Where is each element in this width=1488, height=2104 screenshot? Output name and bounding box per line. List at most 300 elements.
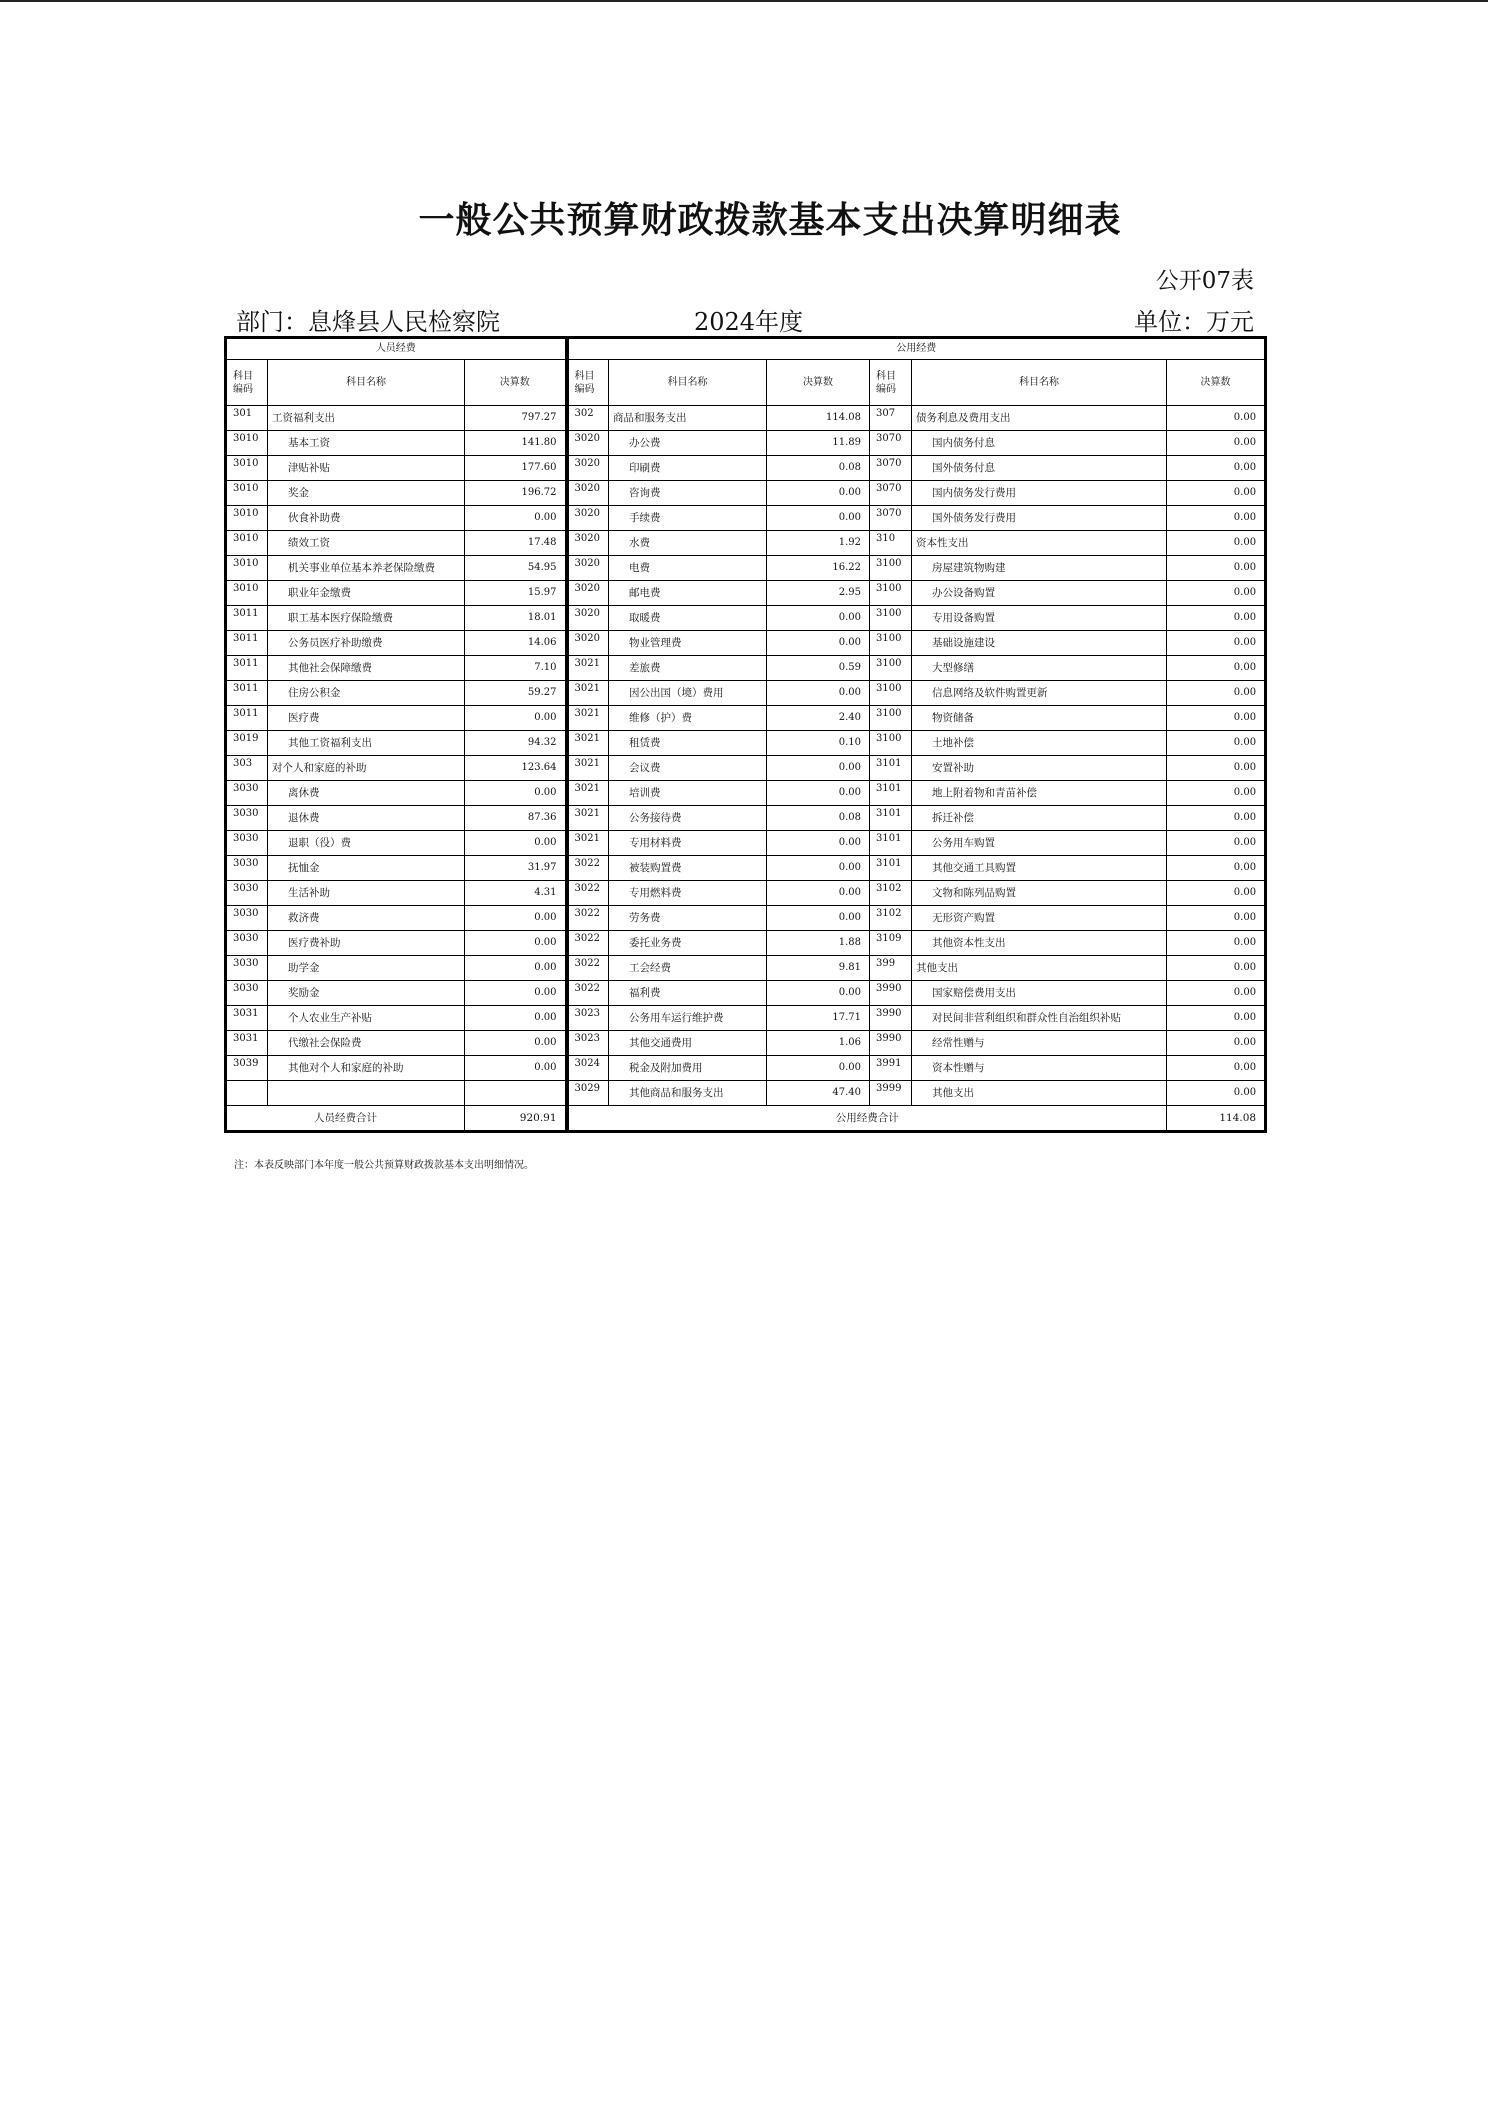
goods-subject-name: 培训费 [609, 781, 767, 806]
personnel-subject-code: 3030 [226, 956, 268, 981]
capital-subject-name: 国内债务付息 [912, 431, 1167, 456]
capital-subject-code: 399 [870, 956, 912, 981]
personnel-subject-name: 医疗费补助 [268, 931, 465, 956]
goods-amount: 0.00 [767, 831, 870, 856]
goods-subject-name: 物业管理费 [609, 631, 767, 656]
personnel-subject-code: 3010 [226, 456, 268, 481]
personnel-subject-name: 绩效工资 [268, 531, 465, 556]
personnel-amount: 0.00 [465, 706, 567, 731]
goods-subject-code: 3020 [567, 431, 609, 456]
capital-subject-code: 3101 [870, 756, 912, 781]
personnel-amount: 4.31 [465, 881, 567, 906]
goods-amount: 0.00 [767, 781, 870, 806]
capital-amount: 0.00 [1167, 606, 1266, 631]
goods-amount: 1.88 [767, 931, 870, 956]
goods-subject-code: 3022 [567, 981, 609, 1006]
capital-amount: 0.00 [1167, 856, 1266, 881]
table-row [226, 531, 1266, 556]
capital-subject-code: 310 [870, 531, 912, 556]
capital-subject-name: 专用设备购置 [912, 606, 1167, 631]
code-header: 科目 编码 [870, 360, 912, 406]
capital-amount: 0.00 [1167, 706, 1266, 731]
name-header: 科目名称 [268, 360, 465, 406]
table-row [226, 656, 1266, 681]
capital-subject-code: 307 [870, 406, 912, 431]
personnel-subject-code: 3010 [226, 531, 268, 556]
table-row [226, 606, 1266, 631]
capital-subject-code: 3070 [870, 456, 912, 481]
capital-subject-code: 3101 [870, 806, 912, 831]
table-row [226, 981, 1266, 1006]
capital-subject-name: 办公设备购置 [912, 581, 1167, 606]
capital-subject-name: 土地补偿 [912, 731, 1167, 756]
capital-subject-name: 对民间非营利组织和群众性自治组织补贴 [912, 1006, 1167, 1031]
capital-subject-name: 资本性支出 [912, 531, 1167, 556]
personnel-subject-name: 生活补助 [268, 881, 465, 906]
personnel-amount: 17.48 [465, 531, 567, 556]
personnel-subject-name: 代缴社会保险费 [268, 1031, 465, 1056]
name-header: 科目名称 [609, 360, 767, 406]
amount-header: 决算数 [767, 360, 870, 406]
goods-subject-code: 302 [567, 406, 609, 431]
goods-amount: 9.81 [767, 956, 870, 981]
capital-subject-code: 3990 [870, 1006, 912, 1031]
goods-amount: 0.00 [767, 631, 870, 656]
goods-subject-code: 3021 [567, 831, 609, 856]
table-row [226, 431, 1266, 456]
goods-subject-name: 其他商品和服务支出 [609, 1081, 767, 1106]
goods-amount: 0.00 [767, 606, 870, 631]
personnel-subject-code: 3011 [226, 681, 268, 706]
capital-amount: 0.00 [1167, 456, 1266, 481]
capital-amount: 0.00 [1167, 831, 1266, 856]
goods-amount: 0.00 [767, 881, 870, 906]
personnel-subject-name: 机关事业单位基本养老保险缴费 [268, 556, 465, 581]
table-row [226, 1031, 1266, 1056]
capital-subject-code: 3101 [870, 781, 912, 806]
capital-amount: 0.00 [1167, 431, 1266, 456]
capital-amount: 0.00 [1167, 981, 1266, 1006]
capital-amount: 0.00 [1167, 481, 1266, 506]
goods-subject-name: 办公费 [609, 431, 767, 456]
code-header: 科目 编码 [226, 360, 268, 406]
personnel-subject-name: 退休费 [268, 806, 465, 831]
goods-subject-name: 会议费 [609, 756, 767, 781]
capital-subject-name: 经常性赠与 [912, 1031, 1167, 1056]
capital-amount: 0.00 [1167, 881, 1266, 906]
capital-subject-code: 3102 [870, 881, 912, 906]
goods-amount: 17.71 [767, 1006, 870, 1031]
goods-subject-code: 3021 [567, 781, 609, 806]
goods-subject-code: 3020 [567, 606, 609, 631]
capital-subject-code: 3102 [870, 906, 912, 931]
personnel-subject-code: 3011 [226, 606, 268, 631]
goods-subject-name: 其他交通费用 [609, 1031, 767, 1056]
goods-amount: 0.10 [767, 731, 870, 756]
personnel-subject-code: 301 [226, 406, 268, 431]
personnel-amount: 0.00 [465, 981, 567, 1006]
goods-subject-name: 邮电费 [609, 581, 767, 606]
capital-amount: 0.00 [1167, 656, 1266, 681]
table-row [226, 831, 1266, 856]
capital-subject-name: 国外债务发行费用 [912, 506, 1167, 531]
capital-subject-name: 房屋建筑物购建 [912, 556, 1167, 581]
department-label: 部门：息烽县人民检察院 [236, 308, 500, 336]
goods-subject-name: 专用燃料费 [609, 881, 767, 906]
table-row [226, 931, 1266, 956]
table-row [226, 756, 1266, 781]
table-row [226, 956, 1266, 981]
public-total-label: 公用经费合计 [567, 1106, 1167, 1132]
capital-amount: 0.00 [1167, 731, 1266, 756]
personnel-amount: 0.00 [465, 781, 567, 806]
personnel-amount: 0.00 [465, 1056, 567, 1081]
personnel-subject-code: 303 [226, 756, 268, 781]
personnel-amount: 7.10 [465, 656, 567, 681]
capital-subject-code: 3101 [870, 856, 912, 881]
personnel-amount: 54.95 [465, 556, 567, 581]
public-group-header: 公用经费 [567, 338, 1266, 360]
personnel-subject-name: 住房公积金 [268, 681, 465, 706]
personnel-amount: 196.72 [465, 481, 567, 506]
personnel-amount: 0.00 [465, 1006, 567, 1031]
footnote: 注：本表反映部门本年度一般公共预算财政拨款基本支出明细情况。 [234, 1160, 534, 1171]
personnel-subject-name: 奖励金 [268, 981, 465, 1006]
capital-subject-code: 3990 [870, 981, 912, 1006]
goods-subject-code: 3022 [567, 881, 609, 906]
table-row [226, 806, 1266, 831]
capital-amount: 0.00 [1167, 956, 1266, 981]
goods-subject-name: 印刷费 [609, 456, 767, 481]
goods-subject-code: 3021 [567, 706, 609, 731]
goods-subject-name: 因公出国（境）费用 [609, 681, 767, 706]
capital-subject-name: 大型修缮 [912, 656, 1167, 681]
table-row [226, 1056, 1266, 1081]
personnel-subject-name: 工资福利支出 [268, 406, 465, 431]
goods-subject-code: 3020 [567, 481, 609, 506]
goods-subject-code: 3023 [567, 1031, 609, 1056]
goods-subject-code: 3024 [567, 1056, 609, 1081]
capital-subject-name: 资本性赠与 [912, 1056, 1167, 1081]
group-header-row [226, 338, 1266, 360]
personnel-subject-code: 3030 [226, 981, 268, 1006]
goods-subject-name: 劳务费 [609, 906, 767, 931]
goods-subject-code: 3020 [567, 581, 609, 606]
table-row [226, 556, 1266, 581]
goods-subject-name: 公务接待费 [609, 806, 767, 831]
personnel-subject-code: 3019 [226, 731, 268, 756]
personnel-subject-code: 3011 [226, 631, 268, 656]
personnel-subject-name [268, 1081, 465, 1106]
personnel-subject-code: 3011 [226, 706, 268, 731]
name-header: 科目名称 [912, 360, 1167, 406]
personnel-subject-name: 其他社会保障缴费 [268, 656, 465, 681]
personnel-subject-code: 3030 [226, 831, 268, 856]
personnel-amount: 0.00 [465, 831, 567, 856]
personnel-subject-name: 医疗费 [268, 706, 465, 731]
capital-subject-name: 拆迁补偿 [912, 806, 1167, 831]
capital-subject-code: 3070 [870, 481, 912, 506]
personnel-subject-name: 其他对个人和家庭的补助 [268, 1056, 465, 1081]
page-top-border [0, 0, 1488, 2]
goods-subject-code: 3023 [567, 1006, 609, 1031]
personnel-subject-name: 抚恤金 [268, 856, 465, 881]
capital-subject-name: 无形资产购置 [912, 906, 1167, 931]
personnel-amount [465, 1081, 567, 1106]
capital-subject-code: 3991 [870, 1056, 912, 1081]
table-row [226, 856, 1266, 881]
personnel-amount: 59.27 [465, 681, 567, 706]
goods-amount: 0.00 [767, 681, 870, 706]
personnel-subject-code: 3030 [226, 906, 268, 931]
goods-amount: 0.08 [767, 806, 870, 831]
capital-subject-name: 文物和陈列品购置 [912, 881, 1167, 906]
personnel-subject-name: 基本工资 [268, 431, 465, 456]
goods-subject-name: 委托业务费 [609, 931, 767, 956]
goods-amount: 16.22 [767, 556, 870, 581]
personnel-amount: 87.36 [465, 806, 567, 831]
unit-label: 单位：万元 [1134, 308, 1254, 336]
public-total-value: 114.08 [1167, 1106, 1266, 1132]
personnel-amount: 123.64 [465, 756, 567, 781]
personnel-subject-code: 3039 [226, 1056, 268, 1081]
capital-subject-name: 其他资本性支出 [912, 931, 1167, 956]
capital-subject-code: 3070 [870, 506, 912, 531]
goods-subject-name: 税金及附加费用 [609, 1056, 767, 1081]
personnel-amount: 0.00 [465, 906, 567, 931]
personnel-subject-code: 3011 [226, 656, 268, 681]
capital-subject-name: 地上附着物和青苗补偿 [912, 781, 1167, 806]
amount-header: 决算数 [1167, 360, 1266, 406]
goods-subject-code: 3020 [567, 531, 609, 556]
personnel-amount: 797.27 [465, 406, 567, 431]
capital-amount: 0.00 [1167, 531, 1266, 556]
capital-subject-name: 国内债务发行费用 [912, 481, 1167, 506]
goods-subject-name: 手续费 [609, 506, 767, 531]
table-row [226, 631, 1266, 656]
personnel-subject-name: 助学金 [268, 956, 465, 981]
capital-amount: 0.00 [1167, 506, 1266, 531]
goods-amount: 0.00 [767, 906, 870, 931]
personnel-amount: 15.97 [465, 581, 567, 606]
goods-subject-name: 公务用车运行维护费 [609, 1006, 767, 1031]
personnel-subject-name: 津贴补贴 [268, 456, 465, 481]
capital-subject-code: 3100 [870, 656, 912, 681]
table-row [226, 456, 1266, 481]
capital-subject-code: 3999 [870, 1081, 912, 1106]
code-header: 科目 编码 [567, 360, 609, 406]
capital-amount: 0.00 [1167, 906, 1266, 931]
capital-subject-name: 信息网络及软件购置更新 [912, 681, 1167, 706]
capital-subject-name: 安置补助 [912, 756, 1167, 781]
capital-subject-name: 国家赔偿费用支出 [912, 981, 1167, 1006]
goods-subject-code: 3021 [567, 806, 609, 831]
column-header-row [226, 360, 1266, 406]
goods-amount: 0.00 [767, 481, 870, 506]
goods-subject-code: 3022 [567, 906, 609, 931]
table-row [226, 406, 1266, 431]
capital-amount: 0.00 [1167, 806, 1266, 831]
capital-subject-code: 3100 [870, 731, 912, 756]
table-row [226, 731, 1266, 756]
capital-subject-code: 3990 [870, 1031, 912, 1056]
goods-subject-code: 3020 [567, 631, 609, 656]
goods-subject-name: 租赁费 [609, 731, 767, 756]
goods-amount: 114.08 [767, 406, 870, 431]
personnel-subject-name: 公务员医疗补助缴费 [268, 631, 465, 656]
personnel-subject-code: 3031 [226, 1006, 268, 1031]
capital-subject-name: 其他支出 [912, 1081, 1167, 1106]
capital-amount: 0.00 [1167, 1081, 1266, 1106]
table-row [226, 581, 1266, 606]
goods-subject-name: 被装购置费 [609, 856, 767, 881]
capital-amount: 0.00 [1167, 631, 1266, 656]
table-row [226, 706, 1266, 731]
personnel-total-label: 人员经费合计 [226, 1106, 465, 1132]
capital-amount: 0.00 [1167, 1031, 1266, 1056]
personnel-subject-code: 3010 [226, 506, 268, 531]
capital-amount: 0.00 [1167, 931, 1266, 956]
capital-subject-code: 3100 [870, 706, 912, 731]
table-row [226, 781, 1266, 806]
capital-subject-code: 3100 [870, 681, 912, 706]
personnel-subject-name: 救济费 [268, 906, 465, 931]
personnel-subject-name: 职业年金缴费 [268, 581, 465, 606]
goods-subject-name: 专用材料费 [609, 831, 767, 856]
goods-subject-name: 水费 [609, 531, 767, 556]
goods-amount: 2.40 [767, 706, 870, 731]
personnel-amount: 31.97 [465, 856, 567, 881]
capital-subject-code: 3070 [870, 431, 912, 456]
personnel-amount: 177.60 [465, 456, 567, 481]
personnel-subject-name: 个人农业生产补贴 [268, 1006, 465, 1031]
personnel-total-value: 920.91 [465, 1106, 567, 1132]
personnel-amount: 0.00 [465, 956, 567, 981]
capital-amount: 0.00 [1167, 1006, 1266, 1031]
personnel-subject-name: 退职（役）费 [268, 831, 465, 856]
personnel-amount: 94.32 [465, 731, 567, 756]
capital-amount: 0.00 [1167, 756, 1266, 781]
goods-subject-code: 3022 [567, 931, 609, 956]
personnel-subject-code: 3031 [226, 1031, 268, 1056]
table-row [226, 481, 1266, 506]
capital-subject-code: 3100 [870, 556, 912, 581]
goods-subject-name: 取暖费 [609, 606, 767, 631]
goods-amount: 0.00 [767, 506, 870, 531]
capital-subject-code: 3100 [870, 631, 912, 656]
goods-subject-name: 工会经费 [609, 956, 767, 981]
goods-amount: 0.59 [767, 656, 870, 681]
capital-subject-code: 3101 [870, 831, 912, 856]
goods-amount: 0.00 [767, 756, 870, 781]
goods-subject-code: 3022 [567, 856, 609, 881]
fiscal-year: 2024年度 [694, 308, 804, 336]
goods-amount: 47.40 [767, 1081, 870, 1106]
capital-amount: 0.00 [1167, 681, 1266, 706]
capital-subject-code: 3109 [870, 931, 912, 956]
goods-subject-code: 3021 [567, 656, 609, 681]
goods-subject-code: 3022 [567, 956, 609, 981]
goods-subject-name: 差旅费 [609, 656, 767, 681]
capital-amount: 0.00 [1167, 781, 1266, 806]
goods-subject-code: 3021 [567, 681, 609, 706]
personnel-subject-name: 伙食补助费 [268, 506, 465, 531]
capital-amount: 0.00 [1167, 406, 1266, 431]
table-row [226, 1006, 1266, 1031]
goods-amount: 0.00 [767, 856, 870, 881]
personnel-subject-code: 3010 [226, 556, 268, 581]
personnel-amount: 18.01 [465, 606, 567, 631]
personnel-subject-name: 奖金 [268, 481, 465, 506]
goods-amount: 0.08 [767, 456, 870, 481]
personnel-amount: 14.06 [465, 631, 567, 656]
totals-row [226, 1106, 1266, 1132]
goods-subject-name: 咨询费 [609, 481, 767, 506]
capital-amount: 0.00 [1167, 581, 1266, 606]
personnel-subject-name: 职工基本医疗保险缴费 [268, 606, 465, 631]
amount-header: 决算数 [465, 360, 567, 406]
personnel-subject-code: 3010 [226, 481, 268, 506]
goods-amount: 2.95 [767, 581, 870, 606]
expenditure-table [224, 336, 1267, 1133]
goods-subject-code: 3020 [567, 556, 609, 581]
personnel-group-header: 人员经费 [226, 338, 567, 360]
capital-subject-name: 基础设施建设 [912, 631, 1167, 656]
table-row [226, 881, 1266, 906]
personnel-amount: 141.80 [465, 431, 567, 456]
personnel-subject-code: 3030 [226, 931, 268, 956]
goods-amount: 1.06 [767, 1031, 870, 1056]
table-row [226, 1081, 1266, 1106]
goods-subject-code: 3029 [567, 1081, 609, 1106]
personnel-amount: 0.00 [465, 506, 567, 531]
goods-amount: 0.00 [767, 1056, 870, 1081]
personnel-subject-code: 3030 [226, 856, 268, 881]
capital-subject-name: 债务利息及费用支出 [912, 406, 1167, 431]
capital-amount: 0.00 [1167, 556, 1266, 581]
goods-subject-name: 商品和服务支出 [609, 406, 767, 431]
personnel-subject-code: 3010 [226, 431, 268, 456]
personnel-subject-name: 离休费 [268, 781, 465, 806]
personnel-subject-code: 3030 [226, 881, 268, 906]
goods-subject-code: 3020 [567, 506, 609, 531]
capital-amount: 0.00 [1167, 1056, 1266, 1081]
goods-subject-code: 3020 [567, 456, 609, 481]
personnel-amount: 0.00 [465, 931, 567, 956]
personnel-subject-name: 其他工资福利支出 [268, 731, 465, 756]
table-row [226, 681, 1266, 706]
personnel-subject-code: 3010 [226, 581, 268, 606]
goods-subject-name: 福利费 [609, 981, 767, 1006]
capital-subject-name: 其他支出 [912, 956, 1167, 981]
table-row [226, 506, 1266, 531]
goods-amount: 1.92 [767, 531, 870, 556]
goods-amount: 0.00 [767, 981, 870, 1006]
capital-subject-name: 其他交通工具购置 [912, 856, 1167, 881]
personnel-subject-name: 对个人和家庭的补助 [268, 756, 465, 781]
page-title: 一般公共预算财政拨款基本支出决算明细表 [418, 200, 1122, 241]
goods-amount: 11.89 [767, 431, 870, 456]
personnel-amount: 0.00 [465, 1031, 567, 1056]
capital-subject-code: 3100 [870, 606, 912, 631]
capital-subject-name: 物资储备 [912, 706, 1167, 731]
personnel-subject-code: 3030 [226, 806, 268, 831]
personnel-subject-code: 3030 [226, 781, 268, 806]
table-row [226, 906, 1266, 931]
capital-subject-name: 国外债务付息 [912, 456, 1167, 481]
personnel-subject-code [226, 1081, 268, 1106]
goods-subject-code: 3021 [567, 756, 609, 781]
